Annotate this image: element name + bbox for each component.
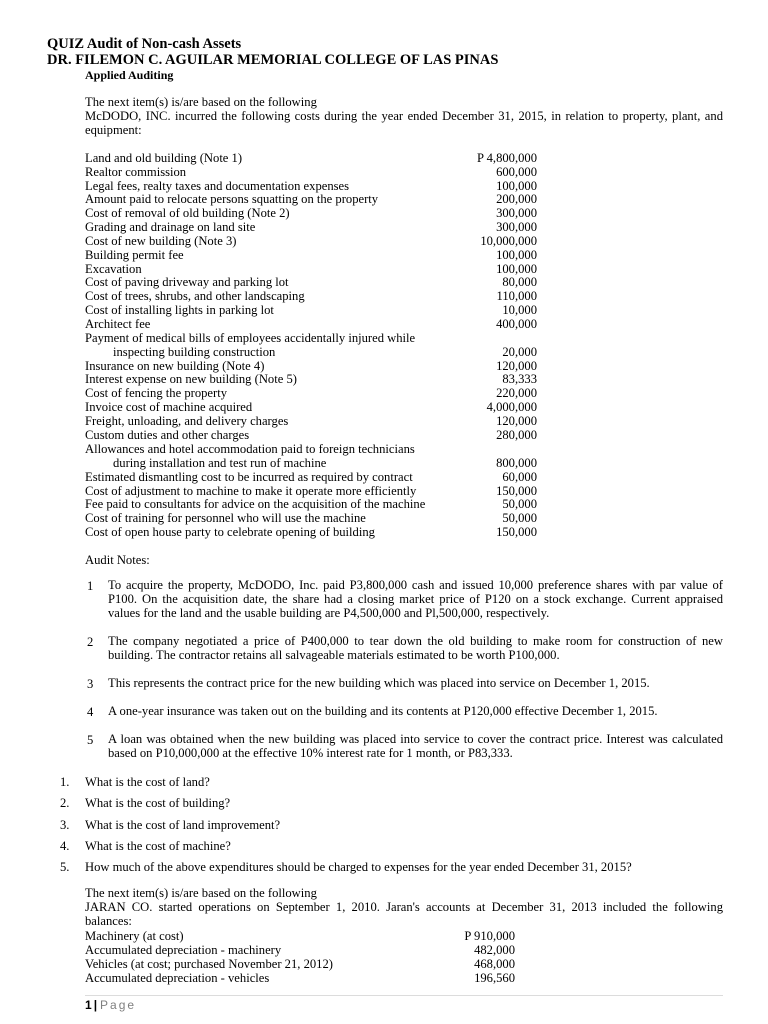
question-number: 3. — [60, 818, 70, 832]
note-text: This represents the contract price for the new building which was placed into service on December 1, 2015. — [108, 676, 650, 690]
cost-label: Freight, unloading, and delivery charges — [85, 414, 289, 428]
cost-label: Cost of fencing the property — [85, 386, 227, 400]
cost-row — [85, 206, 537, 220]
cost-row — [85, 484, 537, 498]
cost-label: Cost of adjustment to machine to make it operate more efficiently — [85, 484, 417, 498]
note-text: A one-year insurance was taken out on the building and its contents at P120,000 effective December 1, 2015. — [108, 704, 658, 718]
cost-amount: 100,000 — [496, 248, 537, 262]
balance-label: Accumulated depreciation - vehicles — [85, 971, 270, 985]
cost-label: Cost of installing lights in parking lot — [85, 303, 274, 317]
balance-amount: 482,000 — [474, 943, 515, 957]
cost-amount: 50,000 — [502, 497, 537, 511]
problem2-intro-text: JARAN CO. started operations on September 1, 2010. Jaran's accounts at December 31, 2013 included the following balances: — [85, 900, 723, 928]
question-number: 2. — [60, 796, 70, 810]
cost-amount: 200,000 — [496, 192, 537, 206]
cost-row — [85, 511, 537, 525]
cost-row — [85, 470, 537, 484]
cost-amount: 300,000 — [496, 220, 537, 234]
footer-separator: | — [93, 998, 98, 1012]
cost-label: Cost of paving driveway and parking lot — [85, 275, 289, 289]
cost-label: Grading and drainage on land site — [85, 220, 256, 234]
question-text: What is the cost of land improvement? — [85, 818, 281, 832]
cost-label: Custom duties and other charges — [85, 428, 250, 442]
balance-row — [85, 929, 515, 943]
balance-amount: 196,560 — [474, 971, 515, 985]
cost-amount: 150,000 — [496, 484, 537, 498]
audit-notes-heading: Audit Notes: — [85, 553, 150, 567]
balance-row — [85, 971, 515, 985]
cost-label: Payment of medical bills of employees accidentally injured while — [85, 331, 416, 345]
note-number: 5 — [87, 733, 94, 747]
cost-amount: 4,000,000 — [486, 400, 537, 414]
cost-row — [85, 234, 537, 248]
cost-amount: 600,000 — [496, 165, 537, 179]
cost-row — [85, 428, 537, 442]
balance-label: Vehicles (at cost; purchased November 21, 2012) — [85, 957, 333, 971]
cost-row — [85, 456, 537, 470]
problem1-intro-text: McDODO, INC. incurred the following costs during the year ended December 31, 2015, in relation to property, plant, and equipment: — [85, 109, 723, 137]
cost-amount: 50,000 — [502, 511, 537, 525]
cost-row — [85, 372, 537, 386]
cost-label: Building permit fee — [85, 248, 184, 262]
cost-amount: 220,000 — [496, 386, 537, 400]
problem2-intro-lead: The next item(s) is/are based on the following — [85, 886, 317, 900]
school-name: DR. FILEMON C. AGUILAR MEMORIAL COLLEGE OF LAS PINAS — [47, 52, 499, 68]
question-text: How much of the above expenditures should be charged to expenses for the year ended December 31, 2015? — [85, 860, 632, 874]
cost-amount: 10,000 — [502, 303, 537, 317]
cost-row — [85, 192, 537, 206]
cost-label: inspecting building construction — [113, 345, 276, 359]
cost-row — [85, 331, 537, 345]
cost-label: Interest expense on new building (Note 5) — [85, 372, 297, 386]
question-text: What is the cost of land? — [85, 775, 210, 789]
cost-row — [85, 262, 537, 276]
cost-row — [85, 179, 537, 193]
problem1-intro-lead: The next item(s) is/are based on the following — [85, 95, 317, 109]
cost-row — [85, 165, 537, 179]
cost-amount: 120,000 — [496, 359, 537, 373]
balance-label: Accumulated depreciation - machinery — [85, 943, 282, 957]
cost-amount: 120,000 — [496, 414, 537, 428]
question-number: 5. — [60, 860, 70, 874]
cost-amount: 83,333 — [502, 372, 537, 386]
cost-label: Cost of open house party to celebrate opening of building — [85, 525, 375, 539]
cost-row — [85, 317, 537, 331]
page-number: 1 — [85, 998, 92, 1012]
question-number: 4. — [60, 839, 70, 853]
cost-row — [85, 359, 537, 373]
balance-amount: P 910,000 — [464, 929, 515, 943]
cost-label: Cost of new building (Note 3) — [85, 234, 237, 248]
cost-row — [85, 442, 537, 456]
cost-amount: 10,000,000 — [480, 234, 537, 248]
cost-amount: 300,000 — [496, 206, 537, 220]
cost-amount: 60,000 — [502, 470, 537, 484]
page-footer — [85, 998, 136, 1012]
cost-label: Fee paid to consultants for advice on the acquisition of the machine — [85, 497, 426, 511]
cost-row — [85, 386, 537, 400]
cost-amount: 20,000 — [502, 345, 537, 359]
balance-label: Machinery (at cost) — [85, 929, 184, 943]
cost-label: Realtor commission — [85, 165, 187, 179]
note-text: A loan was obtained when the new building was placed into service to cover the contract price. Interest was calculated based on P10,000,000 at the effective 10% interest rate for 1 month, or P83,333. — [108, 732, 723, 760]
subject-name: Applied Auditing — [85, 68, 174, 82]
cost-label: Insurance on new building (Note 4) — [85, 359, 265, 373]
cost-row — [85, 414, 537, 428]
balance-amount: 468,000 — [474, 957, 515, 971]
balance-row — [85, 943, 515, 957]
cost-amount: 110,000 — [496, 289, 537, 303]
note-number: 3 — [87, 677, 94, 691]
cost-label: Excavation — [85, 262, 142, 276]
cost-label: Allowances and hotel accommodation paid to foreign technicians — [85, 442, 415, 456]
cost-label: Architect fee — [85, 317, 151, 331]
note-number: 1 — [87, 579, 94, 593]
cost-label: Estimated dismantling cost to be incurred as required by contract — [85, 470, 413, 484]
cost-label: Cost of trees, shrubs, and other landscaping — [85, 289, 305, 303]
cost-amount: 100,000 — [496, 262, 537, 276]
cost-row — [85, 525, 537, 539]
cost-row — [85, 220, 537, 234]
page-label: Page — [100, 998, 137, 1012]
question-text: What is the cost of building? — [85, 796, 231, 810]
cost-amount: 400,000 — [496, 317, 537, 331]
question-number: 1. — [60, 775, 70, 789]
cost-label: Amount paid to relocate persons squatting on the property — [85, 192, 379, 206]
cost-amount: 80,000 — [502, 275, 537, 289]
cost-amount: 150,000 — [496, 525, 537, 539]
cost-row — [85, 303, 537, 317]
cost-amount: 100,000 — [496, 179, 537, 193]
note-number: 2 — [87, 635, 94, 649]
cost-label: Invoice cost of machine acquired — [85, 400, 253, 414]
cost-amount: 280,000 — [496, 428, 537, 442]
cost-amount: P 4,800,000 — [476, 151, 537, 165]
cost-label: Land and old building (Note 1) — [85, 151, 243, 165]
cost-label: Cost of training for personnel who will use the machine — [85, 511, 366, 525]
cost-row — [85, 151, 537, 165]
cost-row — [85, 345, 537, 359]
note-text: The company negotiated a price of P400,000 to tear down the old building to make room for construction of new building. The contractor retains all salvageable materials estimated to be worth P100,000. — [108, 634, 723, 662]
cost-label: Legal fees, realty taxes and documentation expenses — [85, 179, 350, 193]
cost-row — [85, 400, 537, 414]
note-text: To acquire the property, McDODO, Inc. paid P3,800,000 cash and issued 10,000 preference shares with par value of P100. On the acquisition date, the share had a closing market price of P120 on a stock exchange. Current appraised values for the land and the usable building are P4,500,000 and Pl,500,000, respectively. — [108, 578, 723, 620]
cost-row — [85, 497, 537, 511]
question-text: What is the cost of machine? — [85, 839, 231, 853]
cost-row — [85, 289, 537, 303]
quiz-title: QUIZ Audit of Non-cash Assets — [47, 36, 242, 52]
cost-label: Cost of removal of old building (Note 2) — [85, 206, 290, 220]
cost-amount: 800,000 — [496, 456, 537, 470]
balance-row — [85, 957, 515, 971]
note-number: 4 — [87, 705, 94, 719]
cost-label: during installation and test run of machine — [113, 456, 327, 470]
cost-row — [85, 275, 537, 289]
footer-divider — [85, 995, 723, 996]
cost-row — [85, 248, 537, 262]
